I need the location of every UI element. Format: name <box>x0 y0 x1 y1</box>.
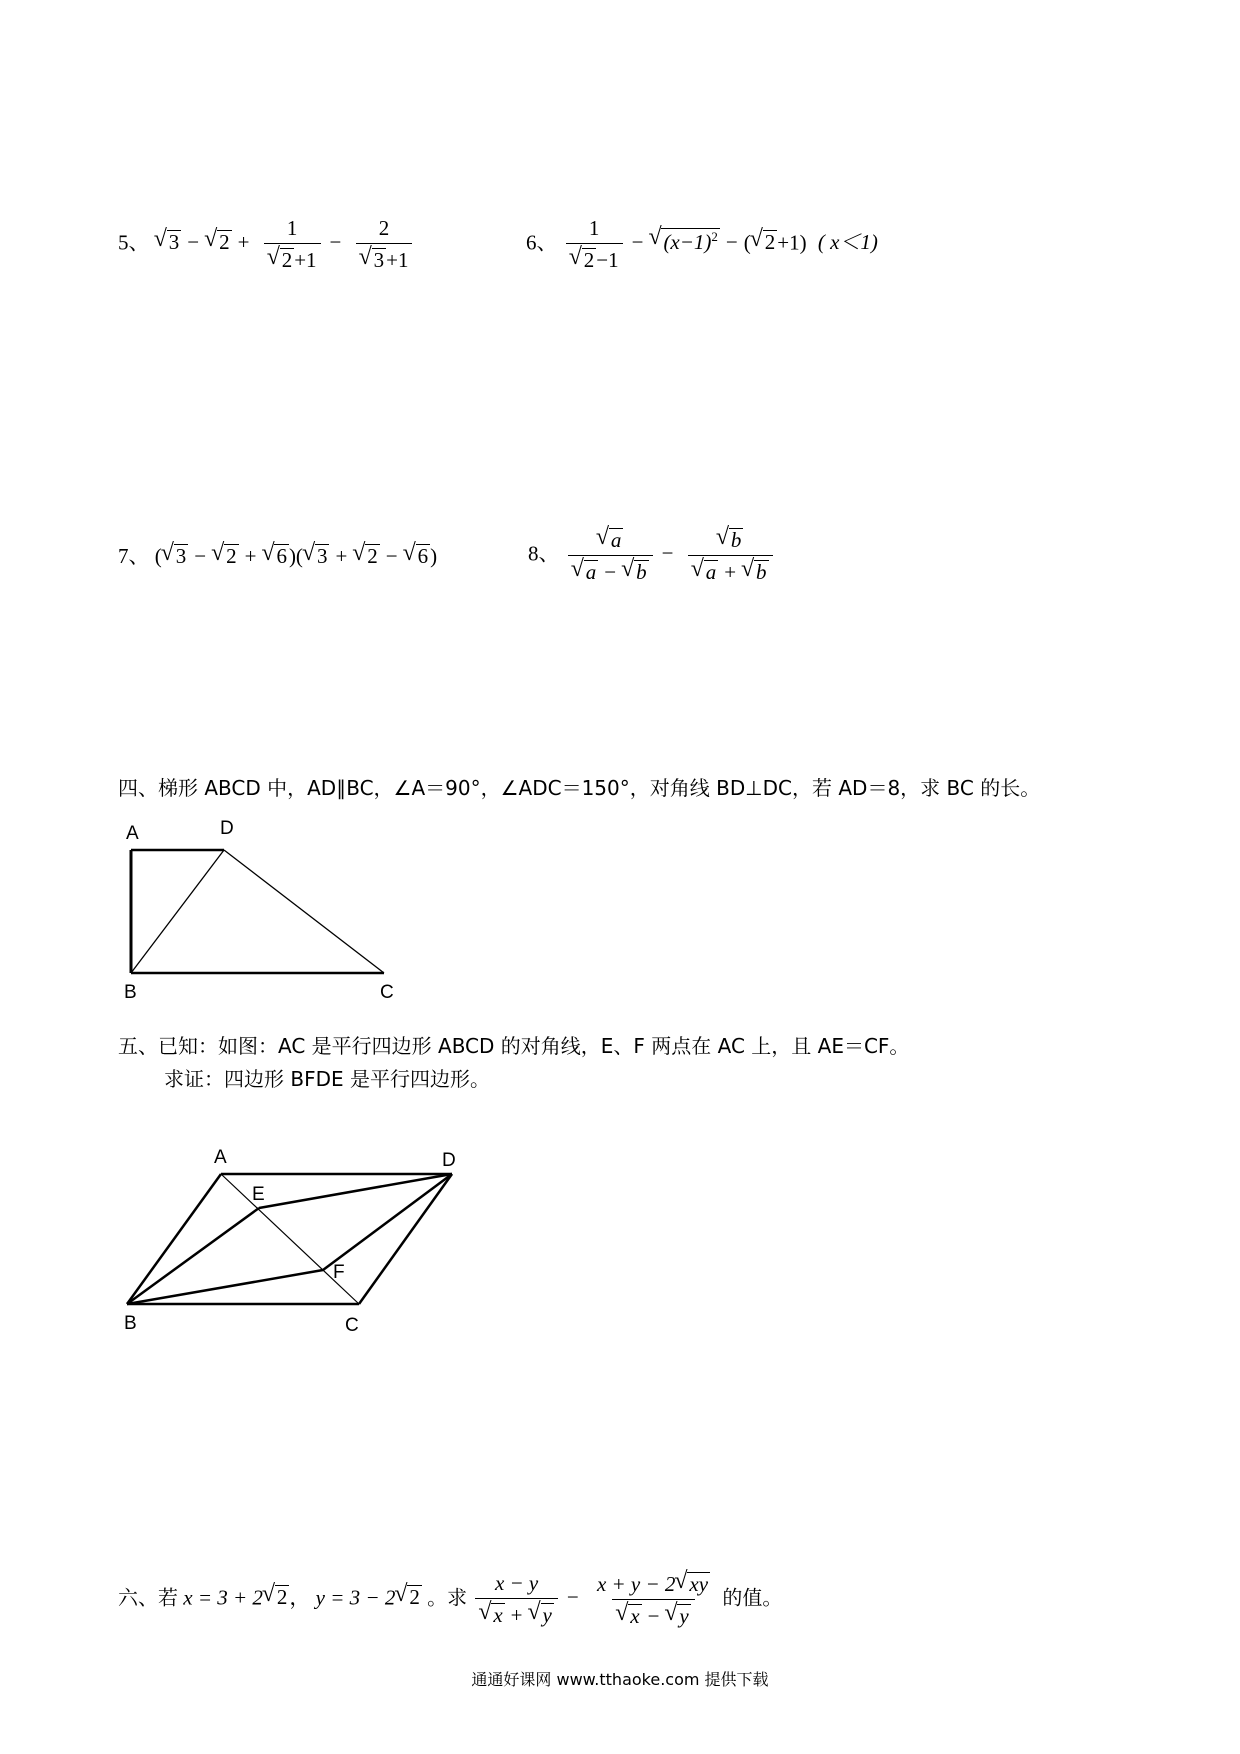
sqrt-2: √ 2 <box>751 230 778 253</box>
label-A: A <box>126 823 139 844</box>
sqrt-3: √ 3 <box>155 230 182 253</box>
footer: 通通好课网 www.tthaoke.com 提供下载 <box>471 1670 769 1689</box>
segment-FD <box>323 1174 452 1270</box>
label-D: D <box>442 1150 456 1171</box>
problem-6-label: 6、 <box>526 230 558 255</box>
condition: ( x＜1) <box>817 230 878 255</box>
problem-5: 5、 √ 3 −√ 2 + 1 √ 2+1 − 2 √ 3+1 <box>118 218 415 271</box>
fraction-2: x + y − 2√ xy √ x −√ y <box>593 1572 714 1627</box>
problem-5-label: 5、 <box>118 230 150 255</box>
label-B: B <box>124 982 137 1003</box>
segment-BF <box>127 1270 323 1304</box>
fraction-1: 1 √ 2−1 <box>566 218 623 271</box>
problem-8-label: 8、 <box>528 541 560 566</box>
sqrt-2: √ 2 <box>205 230 232 253</box>
label-B: B <box>124 1313 137 1334</box>
label-E: E <box>252 1184 265 1205</box>
problem-7-label: 7、 <box>118 544 150 568</box>
label-C: C <box>380 982 394 1003</box>
segment-ED <box>259 1174 452 1208</box>
problem-6-prefix: 六、若 <box>118 1585 178 1610</box>
fraction-1: √ a √ a −√ b <box>568 528 653 583</box>
problem-5-given: 五、已知：如图：AC 是平行四边形 ABCD 的对角线，E、F 两点在 AC 上，且 AE＝CF。 <box>118 1034 910 1058</box>
problem-6-text: 六、若 x = 3 + 2√ 2， y = 3 − 2√ 2 。求 x − y √ x +√ y − x + y − 2√ xy √ x −√ y 的值。 <box>118 1572 782 1627</box>
label-C: C <box>345 1315 359 1336</box>
problem-7: 7、 (√ 3 −√ 2 +√ 6)(√ 3 +√ 2 −√ 6) <box>118 544 437 567</box>
sqrt-square: √ $(x-1)^2$ <box>649 228 719 253</box>
label-A: A <box>214 1147 227 1168</box>
label-D: D <box>220 818 234 839</box>
fraction-1: 1 √ 2+1 <box>264 218 321 271</box>
edge-BA <box>127 1174 221 1304</box>
problem-8: 8、 √ a √ a −√ b − √ b √ a +√ b <box>528 528 776 583</box>
problem-6: 6、 1 √ 2−1 −√ $(x-1)^2$ − (√ 2+1) ( x＜1) <box>526 218 878 271</box>
segment-BE <box>127 1208 259 1304</box>
fraction-1: x − y √ x +√ y <box>475 1573 558 1626</box>
problem-5-prove: 求证：四边形 BFDE 是平行四边形。 <box>164 1067 490 1091</box>
fraction-2: √ b √ a +√ b <box>688 528 773 583</box>
fraction-2: 2 √ 3+1 <box>356 218 413 271</box>
edge-DC <box>359 1174 452 1304</box>
problem-4-text: 四、梯形 ABCD 中，AD∥BC，∠A＝90°，∠ADC＝150°，对角线 BD⊥DC，若 AD＝8，求 BC 的长。 <box>118 776 1041 800</box>
label-F: F <box>333 1262 345 1283</box>
